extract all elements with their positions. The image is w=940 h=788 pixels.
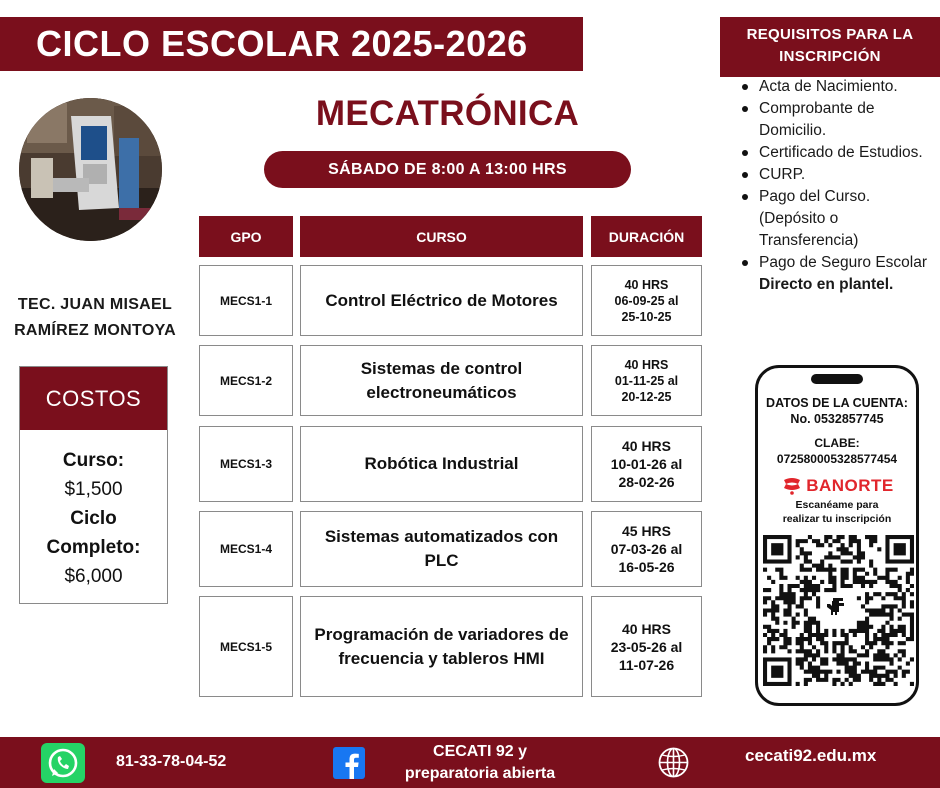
footer (0, 737, 940, 788)
whatsapp-icon[interactable] (41, 743, 85, 783)
duration-dates-end: 20-12-25 (621, 389, 672, 404)
scan-line-1: Escanéame para (795, 499, 879, 511)
costs-header: COSTOS (20, 367, 167, 430)
course-price: $1,500 (64, 479, 123, 500)
facebook-line-2: preparatoria abierta (404, 765, 556, 782)
column-header-gpo: GPO (199, 216, 293, 257)
facebook-line-1: CECATI 92 y (433, 743, 527, 760)
account-number: No. 0532857745 (790, 412, 884, 426)
cell-group: MECS1-1 (199, 265, 293, 336)
cell-course: Control Eléctrico de Motores (300, 265, 583, 336)
duration-dates-end: 16-05-26 (618, 559, 675, 575)
duration-dates-end: 28-02-26 (618, 474, 675, 490)
scan-instructions (758, 498, 916, 526)
requirements-header (720, 17, 940, 77)
duration-hours: 40 HRS (624, 357, 669, 372)
requirement-item-text: Pago de Seguro Escolar (759, 254, 928, 271)
cell-course: Sistemas de control electroneumáticos (300, 345, 583, 416)
payment-phone-card (755, 365, 919, 706)
duration-dates-start: 06-09-25 al (614, 293, 679, 308)
cell-group: MECS1-4 (199, 511, 293, 587)
duration-dates-start: 01-11-25 al (614, 373, 679, 388)
cell-duration (591, 426, 702, 502)
cell-duration (591, 345, 702, 416)
website-link[interactable]: cecati92.edu.mx (745, 746, 877, 765)
cell-group: MECS1-2 (199, 345, 293, 416)
duration-hours: 40 HRS (621, 438, 672, 454)
clabe-info (758, 435, 916, 467)
cell-course: Sistemas automatizados con PLC (300, 511, 583, 587)
contact-phone[interactable]: 81-33-78-04-52 (116, 753, 227, 770)
bank-logo (768, 476, 908, 496)
qr-code[interactable] (763, 535, 914, 686)
course-title: MECATRÓNICA (315, 94, 580, 133)
duration-hours: 45 HRS (621, 523, 672, 539)
banorte-logo-icon (782, 477, 802, 495)
cell-course: Robótica Industrial (300, 426, 583, 502)
cell-group: MECS1-5 (199, 596, 293, 697)
account-info (758, 395, 916, 427)
scan-line-2: realizar tu inscripción (782, 513, 892, 525)
schedule-pill: SÁBADO DE 8:00 A 13:00 HRS (264, 151, 631, 188)
costs-box (19, 366, 168, 604)
bank-name: BANORTE (806, 476, 894, 495)
title-banner (0, 17, 583, 71)
full-price: $6,000 (64, 566, 123, 587)
column-header-duracion: DURACIÓN (591, 216, 702, 257)
duration-dates-start: 23-05-26 al (610, 638, 683, 655)
duration-hours: 40 HRS (624, 277, 669, 292)
cell-duration (591, 265, 702, 336)
cell-duration (591, 596, 702, 697)
duration-dates-end: 11-07-26 (618, 656, 675, 673)
requirement-item: CURP. (740, 164, 940, 186)
clabe-label: CLABE: (814, 436, 860, 450)
requirement-item (740, 252, 940, 296)
duration-dates-end: 25-10-25 (621, 309, 672, 324)
facebook-page[interactable] (380, 741, 580, 785)
requirement-item: Pago del Curso. (Depósito o Transferencia) (740, 186, 940, 252)
instructor-name-line-2: RAMÍREZ MONTOYA (14, 322, 176, 339)
instructor-photo (19, 98, 162, 241)
cell-duration (591, 511, 702, 587)
requirement-item-bold: Directo en plantel. (759, 276, 894, 293)
requirement-item: Comprobante de Domicilio. (740, 98, 940, 142)
cell-group: MECS1-3 (199, 426, 293, 502)
requirements-list (740, 76, 940, 296)
cell-course: Programación de variadores de frecuencia y tableros HMI (300, 596, 583, 697)
full-price-label-1: Ciclo (70, 508, 117, 529)
column-header-curso: CURSO (300, 216, 583, 257)
requirement-item: Acta de Nacimiento. (740, 76, 940, 98)
account-label: DATOS DE LA CUENTA: (766, 396, 908, 410)
instructor-name-line-1: TEC. JUAN MISAEL (17, 296, 173, 313)
full-price-label-2: Completo: (46, 537, 141, 558)
costs-body (20, 430, 167, 591)
facebook-icon[interactable] (333, 747, 365, 779)
phone-notch (811, 374, 863, 384)
instructor-name (10, 292, 180, 344)
course-price-label: Curso: (62, 450, 125, 471)
duration-dates-start: 07-03-26 al (610, 541, 683, 557)
page-title: CICLO ESCOLAR 2025-2026 (36, 23, 528, 64)
duration-hours: 40 HRS (621, 620, 672, 637)
duration-dates-start: 10-01-26 al (610, 456, 683, 472)
globe-icon (657, 746, 690, 779)
requirement-item: Certificado de Estudios. (740, 142, 940, 164)
clabe-number: 072580005328577454 (776, 452, 898, 466)
requirements-header-line-2: INSCRIPCIÓN (779, 48, 881, 65)
requirements-header-line-1: REQUISITOS PARA LA (746, 26, 914, 43)
